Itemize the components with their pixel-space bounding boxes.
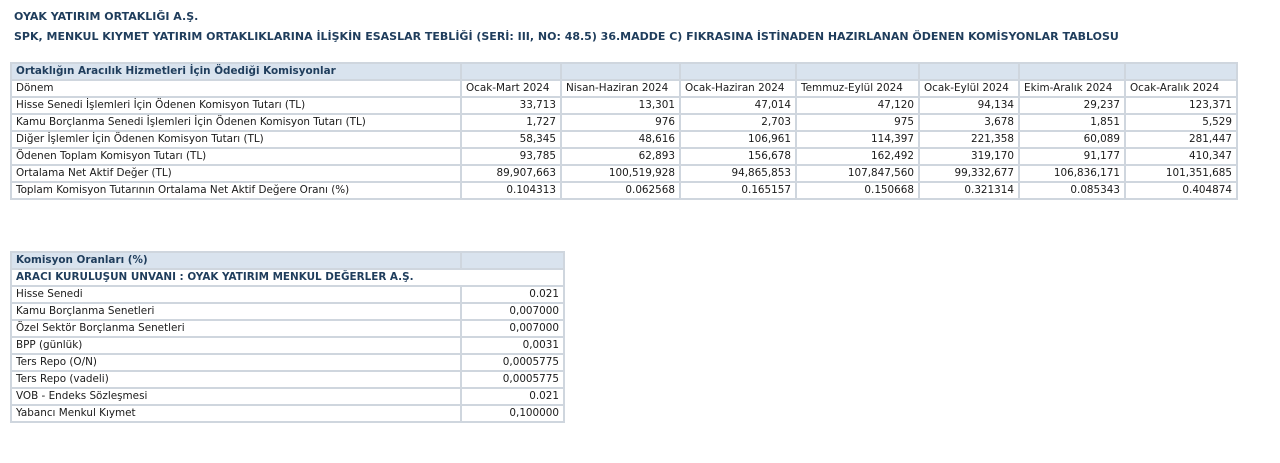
rate-value: 0.021: [461, 388, 564, 405]
row-value: 106,836,171: [1019, 165, 1125, 182]
row-value: 0.165157: [680, 182, 796, 199]
row-value: 0.104313: [461, 182, 561, 199]
row-value: 48,616: [561, 131, 680, 148]
rates-table-title-row: [11, 252, 564, 269]
row-value: 47,014: [680, 97, 796, 114]
period-header: Nisan-Haziran 2024: [561, 80, 680, 97]
row-value: 976: [561, 114, 680, 131]
table-row: [11, 354, 564, 371]
table-row: [11, 337, 564, 354]
row-value: 2,703: [680, 114, 796, 131]
row-label: Toplam Komisyon Tutarının Ortalama Net Aktif Değere Oranı (%): [11, 182, 461, 199]
row-value: 93,785: [461, 148, 561, 165]
rate-label: Ters Repo (vadeli): [11, 371, 461, 388]
rate-label: Yabancı Menkul Kıymet: [11, 405, 461, 422]
table-row: [11, 182, 1237, 199]
period-label: Dönem: [11, 80, 461, 97]
row-value: 156,678: [680, 148, 796, 165]
row-value: 13,301: [561, 97, 680, 114]
period-header: Temmuz-Eylül 2024: [796, 80, 919, 97]
rate-label: VOB - Endeks Sözleşmesi: [11, 388, 461, 405]
row-value: 99,332,677: [919, 165, 1019, 182]
row-value: 410,347: [1125, 148, 1237, 165]
table-row: [11, 148, 1237, 165]
rate-label: Kamu Borçlanma Senetleri: [11, 303, 461, 320]
row-value: 58,345: [461, 131, 561, 148]
row-value: 162,492: [796, 148, 919, 165]
rate-label: Hisse Senedi: [11, 286, 461, 303]
period-header: Ocak-Eylül 2024: [919, 80, 1019, 97]
commission-table-title: Ortaklığın Aracılık Hizmetleri İçin Ödediği Komisyonlar: [11, 63, 461, 80]
table-row: [11, 405, 564, 422]
report-subtitle: SPK, MENKUL KIYMET YATIRIM ORTAKLIKLARINA İLİŞKİN ESASLAR TEBLİĞİ (SERİ: III, NO: 48.5) 36.MADDE C) FIKRASINA İSTİNADEN HAZIRLANAN ÖDENEN KOMİSYONLAR TABLOSU: [14, 30, 1119, 43]
row-value: 5,529: [1125, 114, 1237, 131]
row-value: 107,847,560: [796, 165, 919, 182]
row-value: 60,089: [1019, 131, 1125, 148]
table-row: [11, 320, 564, 337]
table-row: [11, 114, 1237, 131]
rate-label: BPP (günlük): [11, 337, 461, 354]
row-value: 1,727: [461, 114, 561, 131]
row-value: 0.404874: [1125, 182, 1237, 199]
table-row: [11, 286, 564, 303]
commission-table: [10, 62, 1238, 200]
row-value: 123,371: [1125, 97, 1237, 114]
table-row: [11, 303, 564, 320]
row-label: Ödenen Toplam Komisyon Tutarı (TL): [11, 148, 461, 165]
table-row: [11, 131, 1237, 148]
row-value: 62,893: [561, 148, 680, 165]
company-title: OYAK YATIRIM ORTAKLIĞI A.Ş.: [14, 10, 199, 23]
rates-table-title: Komisyon Oranları (%): [11, 252, 461, 269]
row-value: 91,177: [1019, 148, 1125, 165]
row-value: 47,120: [796, 97, 919, 114]
period-header-row: [11, 80, 1237, 97]
row-value: 0.150668: [796, 182, 919, 199]
rate-label: Ters Repo (O/N): [11, 354, 461, 371]
table-row: [11, 371, 564, 388]
row-value: 0.085343: [1019, 182, 1125, 199]
row-value: 94,865,853: [680, 165, 796, 182]
row-label: Diğer İşlemler İçin Ödenen Komisyon Tutarı (TL): [11, 131, 461, 148]
rate-value: 0,100000: [461, 405, 564, 422]
period-header: Ocak-Haziran 2024: [680, 80, 796, 97]
row-value: 89,907,663: [461, 165, 561, 182]
row-value: 3,678: [919, 114, 1019, 131]
row-value: 100,519,928: [561, 165, 680, 182]
rate-value: 0,0031: [461, 337, 564, 354]
row-value: 101,351,685: [1125, 165, 1237, 182]
broker-row: [11, 269, 564, 286]
table-row: [11, 97, 1237, 114]
rate-value: 0,007000: [461, 320, 564, 337]
row-value: 114,397: [796, 131, 919, 148]
table-row: [11, 388, 564, 405]
row-value: 0.062568: [561, 182, 680, 199]
row-value: 975: [796, 114, 919, 131]
table-row: [11, 165, 1237, 182]
row-value: 106,961: [680, 131, 796, 148]
rate-label: Özel Sektör Borçlanma Senetleri: [11, 320, 461, 337]
row-value: 94,134: [919, 97, 1019, 114]
row-value: 33,713: [461, 97, 561, 114]
rate-value: 0,0005775: [461, 371, 564, 388]
row-label: Ortalama Net Aktif Değer (TL): [11, 165, 461, 182]
rate-value: 0,007000: [461, 303, 564, 320]
row-value: 281,447: [1125, 131, 1237, 148]
period-header: Ocak-Aralık 2024: [1125, 80, 1237, 97]
period-header: Ekim-Aralık 2024: [1019, 80, 1125, 97]
row-value: 29,237: [1019, 97, 1125, 114]
row-value: 0.321314: [919, 182, 1019, 199]
row-value: 221,358: [919, 131, 1019, 148]
rate-value: 0,0005775: [461, 354, 564, 371]
row-label: Hisse Senedi İşlemleri İçin Ödenen Komisyon Tutarı (TL): [11, 97, 461, 114]
commission-table-title-row: [11, 63, 1237, 80]
row-value: 319,170: [919, 148, 1019, 165]
rate-value: 0.021: [461, 286, 564, 303]
period-header: Ocak-Mart 2024: [461, 80, 561, 97]
row-label: Kamu Borçlanma Senedi İşlemleri İçin Ödenen Komisyon Tutarı (TL): [11, 114, 461, 131]
row-value: 1,851: [1019, 114, 1125, 131]
commission-rates-table: [10, 251, 565, 423]
broker-label: ARACI KURULUŞUN UNVANI : OYAK YATIRIM MENKUL DEĞERLER A.Ş.: [11, 269, 564, 286]
